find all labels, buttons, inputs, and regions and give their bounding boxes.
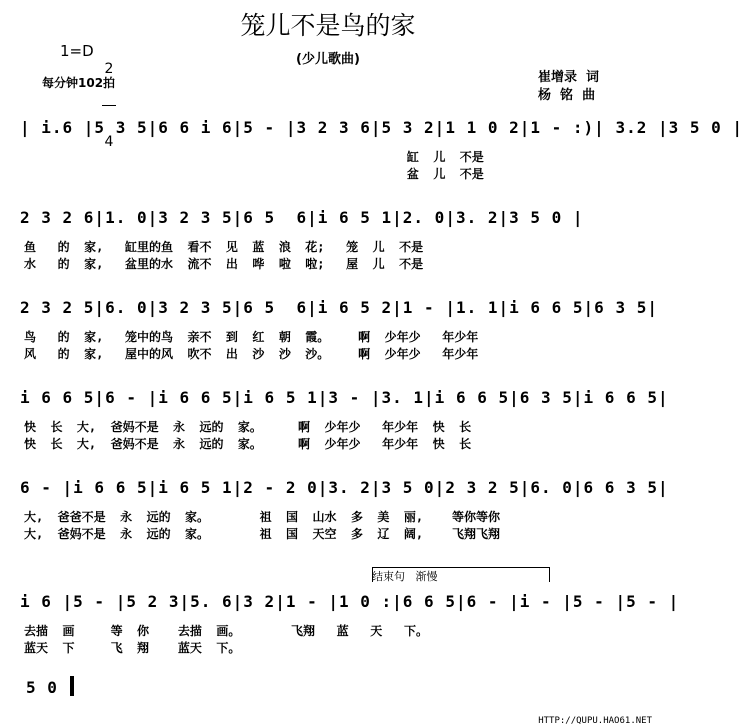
score-line-1: | i.6 |5 3 5|6 6 i 6|5 - |3 2 3 6|5 3 2|1 1 0 2|1 - :)| 3.2 |3 5 0 | <box>20 118 743 137</box>
final-barline <box>70 676 74 696</box>
lyric-line-5-verse-1: 大, 爸爸不是 永 远的 家。 祖 国 山水 多 美 丽, 等你等你 <box>24 510 500 524</box>
score-line-2: 2 3 2 6|1. 0|3 2 3 5|6 5 6|i 6 5 1|2. 0|3. 2|3 5 0 | <box>20 208 584 227</box>
lyric-line-6-verse-1: 去描 画 等 你 去描 画。 飞翔 蓝 天 下。 <box>24 624 428 638</box>
ending-marker: 结束句 渐慢 <box>372 570 438 583</box>
score-line-4: i 6 6 5|6 - |i 6 6 5|i 6 5 1|3 - |3. 1|i 6 6 5|6 3 5|i 6 6 5| <box>20 388 669 407</box>
lyric-line-2-verse-1: 鱼 的 家, 缸里的鱼 看不 见 蓝 浪 花; 笼 儿 不是 <box>24 240 424 254</box>
lyric-line-3-verse-2: 风 的 家, 屋中的风 吹不 出 沙 沙 沙。 啊 少年少 年少年 <box>24 347 479 361</box>
lyric-line-1-verse-1: 缸 儿 不是 <box>24 150 484 164</box>
lyric-line-6-verse-2: 蓝天 下 飞 翔 蓝天 下。 <box>24 641 241 655</box>
lyricist-credit: 崔增录 词 <box>538 70 600 85</box>
time-signature-bottom: 4 <box>104 134 114 150</box>
lyric-line-4-verse-2: 快 长 大, 爸妈不是 永 远的 家。 啊 少年少 年少年 快 长 <box>24 437 472 451</box>
song-title: 笼儿不是鸟的家 <box>240 11 416 40</box>
tempo-marking: 每分钟102拍 <box>42 76 116 90</box>
key-signature: 1=D <box>60 42 94 60</box>
time-signature <box>102 34 116 163</box>
song-subtitle: (少儿歌曲) <box>296 52 360 67</box>
time-signature-top: 2 <box>104 61 114 77</box>
site-footer: HTTP://QUPU.HAO61.NET <box>538 716 652 726</box>
lyric-line-1-verse-2: 盆 儿 不是 <box>24 167 484 181</box>
lyric-line-4-verse-1: 快 长 大, 爸妈不是 永 远的 家。 啊 少年少 年少年 快 长 <box>24 420 472 434</box>
time-signature-bar <box>102 105 116 106</box>
lyric-line-3-verse-1: 鸟 的 家, 笼中的鸟 亲不 到 红 朝 霞。 啊 少年少 年少年 <box>24 330 479 344</box>
score-line-6: i 6 |5 - |5 2 3|5. 6|3 2|1 - |1 0 :|6 6 5|6 - |i - |5 - |5 - | <box>20 592 680 611</box>
score-line-5: 6 - |i 6 6 5|i 6 5 1|2 - 2 0|3. 2|3 5 0|2 3 2 5|6. 0|6 6 3 5| <box>20 478 669 497</box>
score-line-7: 5 0 <box>26 678 58 697</box>
lyric-line-2-verse-2: 水 的 家, 盆里的水 流不 出 哗 啦 啦; 屋 儿 不是 <box>24 257 424 271</box>
score-line-3: 2 3 2 5|6. 0|3 2 3 5|6 5 6|i 6 5 2|1 - |1. 1|i 6 6 5|6 3 5| <box>20 298 658 317</box>
lyric-line-5-verse-2: 大, 爸妈不是 永 远的 家。 祖 国 天空 多 辽 阔, 飞翔飞翔 <box>24 527 500 541</box>
composer-credit: 杨 铭 曲 <box>538 88 596 103</box>
